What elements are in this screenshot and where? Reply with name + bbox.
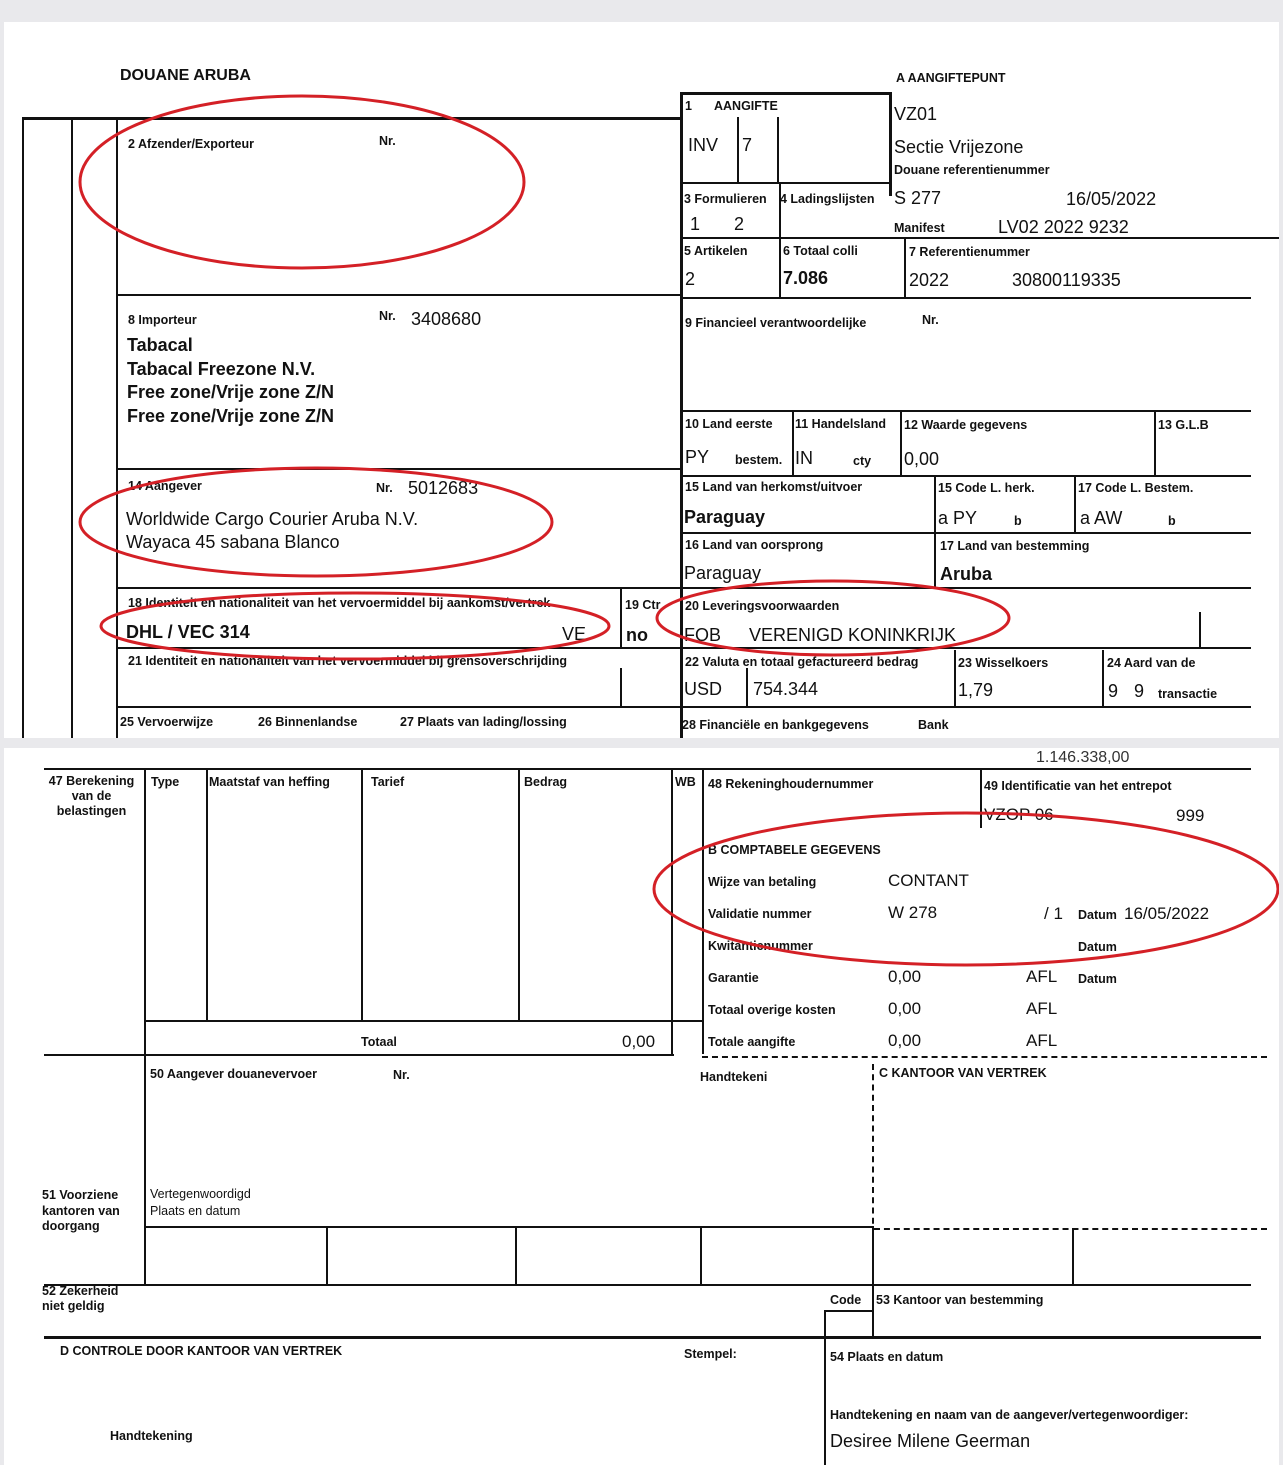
box25-label: 25 Vervoerwijze <box>120 715 214 729</box>
rule <box>44 768 1251 770</box>
aangifte-label: Totale aangifte <box>708 1035 796 1049</box>
rule <box>44 1284 1251 1286</box>
box2-nr: Nr. <box>379 134 396 148</box>
rule <box>326 1226 328 1284</box>
rule <box>206 768 208 1020</box>
box19-label: 19 Ctr <box>625 598 661 612</box>
rule <box>900 410 902 475</box>
rule <box>872 1226 874 1336</box>
box20-label: 20 Leveringsvoorwaarden <box>685 599 840 613</box>
reference-date: 16/05/2022 <box>1066 189 1157 209</box>
rule <box>620 668 622 706</box>
box21-label: 21 Identiteit en nationaliteit van het vervoermiddel bij grensoverschrijding <box>128 654 567 668</box>
rule <box>680 532 1251 534</box>
box24-a: 9 <box>1108 681 1119 701</box>
rule <box>824 1310 874 1312</box>
validatie-label: Validatie nummer <box>708 907 812 921</box>
rule <box>671 768 673 1054</box>
rule <box>874 1228 1267 1230</box>
column-maatstaf: Maatstaf van heffing <box>209 775 330 789</box>
rule <box>1199 612 1201 647</box>
box17-code-a: a AW <box>1080 508 1123 528</box>
box13-label: 13 G.L.B <box>1158 418 1209 432</box>
box7-label: 7 Referentienummer <box>909 245 1030 259</box>
box14-line: Wayaca 45 sabana Blanco <box>126 532 340 552</box>
rule <box>792 410 794 475</box>
box14-label: 14 Aangever <box>128 479 202 493</box>
cut-text: 1.146.338,00 <box>1036 749 1130 766</box>
kwitantie-label: Kwitantienummer <box>708 939 813 953</box>
rule <box>980 768 982 828</box>
box22-currency: USD <box>684 679 723 699</box>
rule <box>22 117 24 738</box>
box6-label: 6 Totaal colli <box>783 244 858 258</box>
totaal-label: Totaal <box>361 1035 397 1049</box>
rule <box>71 117 73 738</box>
column-type: Type <box>151 775 180 789</box>
rule <box>620 587 622 647</box>
box11-label: 11 Handelsland <box>795 417 887 431</box>
box8-line: Tabacal Freezone N.V. <box>127 359 316 379</box>
box17-label: 17 Land van bestemming <box>940 539 1090 553</box>
box22-label: 22 Valuta en totaal gefactureerd bedrag <box>685 655 919 669</box>
box15-value: Paraguay <box>684 507 766 527</box>
box3-label: 3 Formulieren <box>684 192 767 206</box>
box7-value: 30800119335 <box>1012 270 1121 290</box>
signer-name: Desiree Milene Geerman <box>830 1431 1031 1451</box>
rule <box>1074 475 1076 532</box>
box22-amount: 754.344 <box>753 679 819 699</box>
box24-sub: transactie <box>1158 687 1218 701</box>
rule <box>22 117 682 120</box>
rule <box>680 182 890 184</box>
overige-label: Totaal overige kosten <box>708 1003 836 1017</box>
rule <box>116 647 1251 649</box>
box9-nr: Nr. <box>922 313 939 327</box>
vertegenwoordigd-label: Vertegenwoordigd <box>150 1187 251 1201</box>
aangiftepunt-section: Sectie Vrijezone <box>894 137 1024 157</box>
manifest-value: LV02 2022 9232 <box>998 217 1129 237</box>
rule <box>889 92 892 196</box>
rule <box>680 410 1251 412</box>
signer-label: Handtekening en naam van de aangever/vertegenwoordiger: <box>830 1408 1189 1422</box>
rule <box>144 1020 702 1022</box>
box9-label: 9 Financieel verantwoordelijke <box>685 316 867 330</box>
box1-label: AANGIFTE <box>714 99 778 113</box>
rule <box>1154 410 1156 475</box>
declaration-form-bottom <box>4 748 1279 1465</box>
rule <box>777 117 779 182</box>
rule <box>44 1054 674 1056</box>
box10-value: PY <box>685 447 710 467</box>
rule <box>824 1310 826 1465</box>
validatie-value: W 278 <box>888 903 938 922</box>
wijze-value: CONTANT <box>888 871 969 890</box>
box15-label: 15 Land van herkomst/uitvoer <box>685 480 863 494</box>
reference-label: Douane referentienummer <box>894 163 1050 177</box>
box18-value: DHL / VEC 314 <box>126 622 250 642</box>
rule <box>116 117 118 738</box>
rule <box>518 768 520 1020</box>
code-label: Code <box>830 1293 862 1307</box>
box19-value: no <box>626 625 648 645</box>
box1-seven: 7 <box>742 135 753 155</box>
box52-label: 52 Zekerheid niet geldig <box>42 1284 119 1313</box>
box2-label: 2 Afzender/Exporteur <box>128 137 254 151</box>
box27-label: 27 Plaats van lading/lossing <box>400 715 567 729</box>
column-tarief: Tarief <box>371 775 405 789</box>
box7-year: 2022 <box>909 270 950 290</box>
box23-label: 23 Wisselkoers <box>958 656 1049 670</box>
rule <box>737 117 739 182</box>
box8-line: Free zone/Vrije zone Z/N <box>127 382 335 402</box>
rule <box>680 92 890 95</box>
box17-code-label: 17 Code L. Bestem. <box>1078 481 1194 495</box>
box49-value: 999 <box>1176 806 1205 825</box>
rule <box>515 1226 517 1284</box>
rule <box>144 768 146 1284</box>
box20-place: VERENIGD KONINKRIJK <box>749 625 957 645</box>
box3-a: 1 <box>690 214 701 234</box>
rule <box>680 475 1251 477</box>
garantie-currency: AFL <box>1026 967 1058 986</box>
annotation-ellipse-exporter <box>80 96 524 268</box>
declaration-form-top <box>4 22 1279 738</box>
box12-value: 0,00 <box>904 449 940 469</box>
box54-label: 54 Plaats en datum <box>830 1350 944 1364</box>
box4-label: 4 Ladingslijsten <box>780 192 875 206</box>
validatie-datum-value: 16/05/2022 <box>1124 904 1210 923</box>
box28-label: 28 Financiële en bankgegevens <box>682 718 869 732</box>
box18-label: 18 Identiteit en nationaliteit van het vervoermiddel bij aankomst/vertrek <box>128 596 551 610</box>
aangiftepunt-code: VZ01 <box>894 104 938 124</box>
box1-number: 1 <box>685 99 692 113</box>
box50-label: 50 Aangever douanevervoer <box>150 1067 317 1081</box>
rule <box>116 587 680 589</box>
totaal-value: 0,00 <box>622 1032 656 1051</box>
rule <box>144 1226 872 1228</box>
rule <box>116 294 680 296</box>
rule <box>954 650 956 706</box>
rule <box>934 475 936 587</box>
kantoor-vertrek-header: C KANTOOR VAN VERTREK <box>879 1066 1047 1080</box>
box49-code: VZOP 06 <box>984 805 1054 824</box>
column-bedrag: Bedrag <box>524 775 568 789</box>
aangifte-currency: AFL <box>1026 1031 1058 1050</box>
box15-code-a: a PY <box>938 508 978 528</box>
rule <box>680 237 1279 239</box>
kwitantie-datum-label: Datum <box>1078 940 1117 954</box>
box14-nr-value: 5012683 <box>408 478 479 498</box>
box11-value: IN <box>795 448 813 468</box>
box14-line: Worldwide Cargo Courier Aruba N.V. <box>126 509 419 529</box>
box26-label: 26 Binnenlandse <box>258 715 358 729</box>
rule <box>680 297 1251 299</box>
box8-line: Tabacal <box>127 335 193 355</box>
handtekening-label: Handtekening <box>110 1429 193 1443</box>
handtekening-short: Handtekeni <box>700 1070 768 1084</box>
box5-label: 5 Artikelen <box>684 244 748 258</box>
box28-bank: Bank <box>918 718 949 732</box>
rule <box>700 1226 702 1284</box>
box6-value: 7.086 <box>783 268 829 288</box>
box8-nr-value: 3408680 <box>411 309 482 329</box>
box18-nationality: VE <box>562 624 587 644</box>
rule <box>116 468 680 470</box>
wijze-label: Wijze van betaling <box>708 875 817 889</box>
box15-code-b: b <box>1014 514 1022 528</box>
box48-label: 48 Rekeninghoudernummer <box>708 777 874 791</box>
box23-value: 1,79 <box>958 680 994 700</box>
box11-sub: cty <box>853 454 872 468</box>
reference-s: S 277 <box>894 188 942 208</box>
garantie-datum-label: Datum <box>1078 972 1117 986</box>
overige-currency: AFL <box>1026 999 1058 1018</box>
box17-code-b: b <box>1168 514 1176 528</box>
box53-label: 53 Kantoor van bestemming <box>876 1293 1044 1307</box>
box49-label: 49 Identificatie van het entrepot <box>984 779 1172 793</box>
form-org-title: DOUANE ARUBA <box>120 67 251 84</box>
box47-label: 47 Berekening van de belastingen <box>48 774 135 818</box>
overige-value: 0,00 <box>888 999 922 1018</box>
manifest-label: Manifest <box>894 221 945 235</box>
rule <box>361 768 363 1020</box>
garantie-value: 0,00 <box>888 967 922 986</box>
rule <box>1072 1228 1074 1286</box>
rule <box>702 768 704 1054</box>
box24-label: 24 Aard van de <box>1107 656 1196 670</box>
box10-label: 10 Land eerste <box>685 417 773 431</box>
box17-value: Aruba <box>940 564 993 584</box>
rule <box>680 587 1251 589</box>
box51-label: 51 Voorziene kantoren van doorgang <box>42 1188 120 1234</box>
box3-b: 2 <box>734 214 745 234</box>
box1-inv: INV <box>688 135 719 155</box>
controle-header: D CONTROLE DOOR KANTOOR VAN VERTREK <box>60 1344 343 1358</box>
box5-value: 2 <box>685 269 696 289</box>
box10-sub: bestem. <box>735 453 783 467</box>
rule <box>872 1064 874 1234</box>
box8-nr-label: Nr. <box>379 309 396 323</box>
box16-value: Paraguay <box>684 563 762 583</box>
comptabele-header: B COMPTABELE GEGEVENS <box>708 843 881 857</box>
rule <box>1102 650 1104 706</box>
box8-line: Free zone/Vrije zone Z/N <box>127 406 335 426</box>
box15-code-label: 15 Code L. herk. <box>938 481 1035 495</box>
aangifte-value: 0,00 <box>888 1031 922 1050</box>
plaats-datum-label: Plaats en datum <box>150 1204 241 1218</box>
rule <box>680 92 683 738</box>
rule <box>44 1336 1261 1339</box>
rule <box>702 1056 1267 1058</box>
box24-b: 9 <box>1134 681 1145 701</box>
validatie-datum-label: Datum <box>1078 908 1117 922</box>
aangiftepunt-header: A AANGIFTEPUNT <box>896 71 1006 85</box>
box8-label: 8 Importeur <box>128 313 197 327</box>
column-wb: WB <box>675 775 696 789</box>
box16-label: 16 Land van oorsprong <box>685 538 824 552</box>
rule <box>904 237 906 297</box>
rule <box>116 706 1251 708</box>
stempel-label: Stempel: <box>684 1347 737 1361</box>
box20-code: FOB <box>684 625 722 645</box>
box12-label: 12 Waarde gegevens <box>904 418 1028 432</box>
box14-nr-label: Nr. <box>376 481 393 495</box>
rule <box>746 668 748 706</box>
box50-nr: Nr. <box>393 1068 410 1082</box>
validatie-suffix: / 1 <box>1044 904 1063 923</box>
garantie-label: Garantie <box>708 971 759 985</box>
